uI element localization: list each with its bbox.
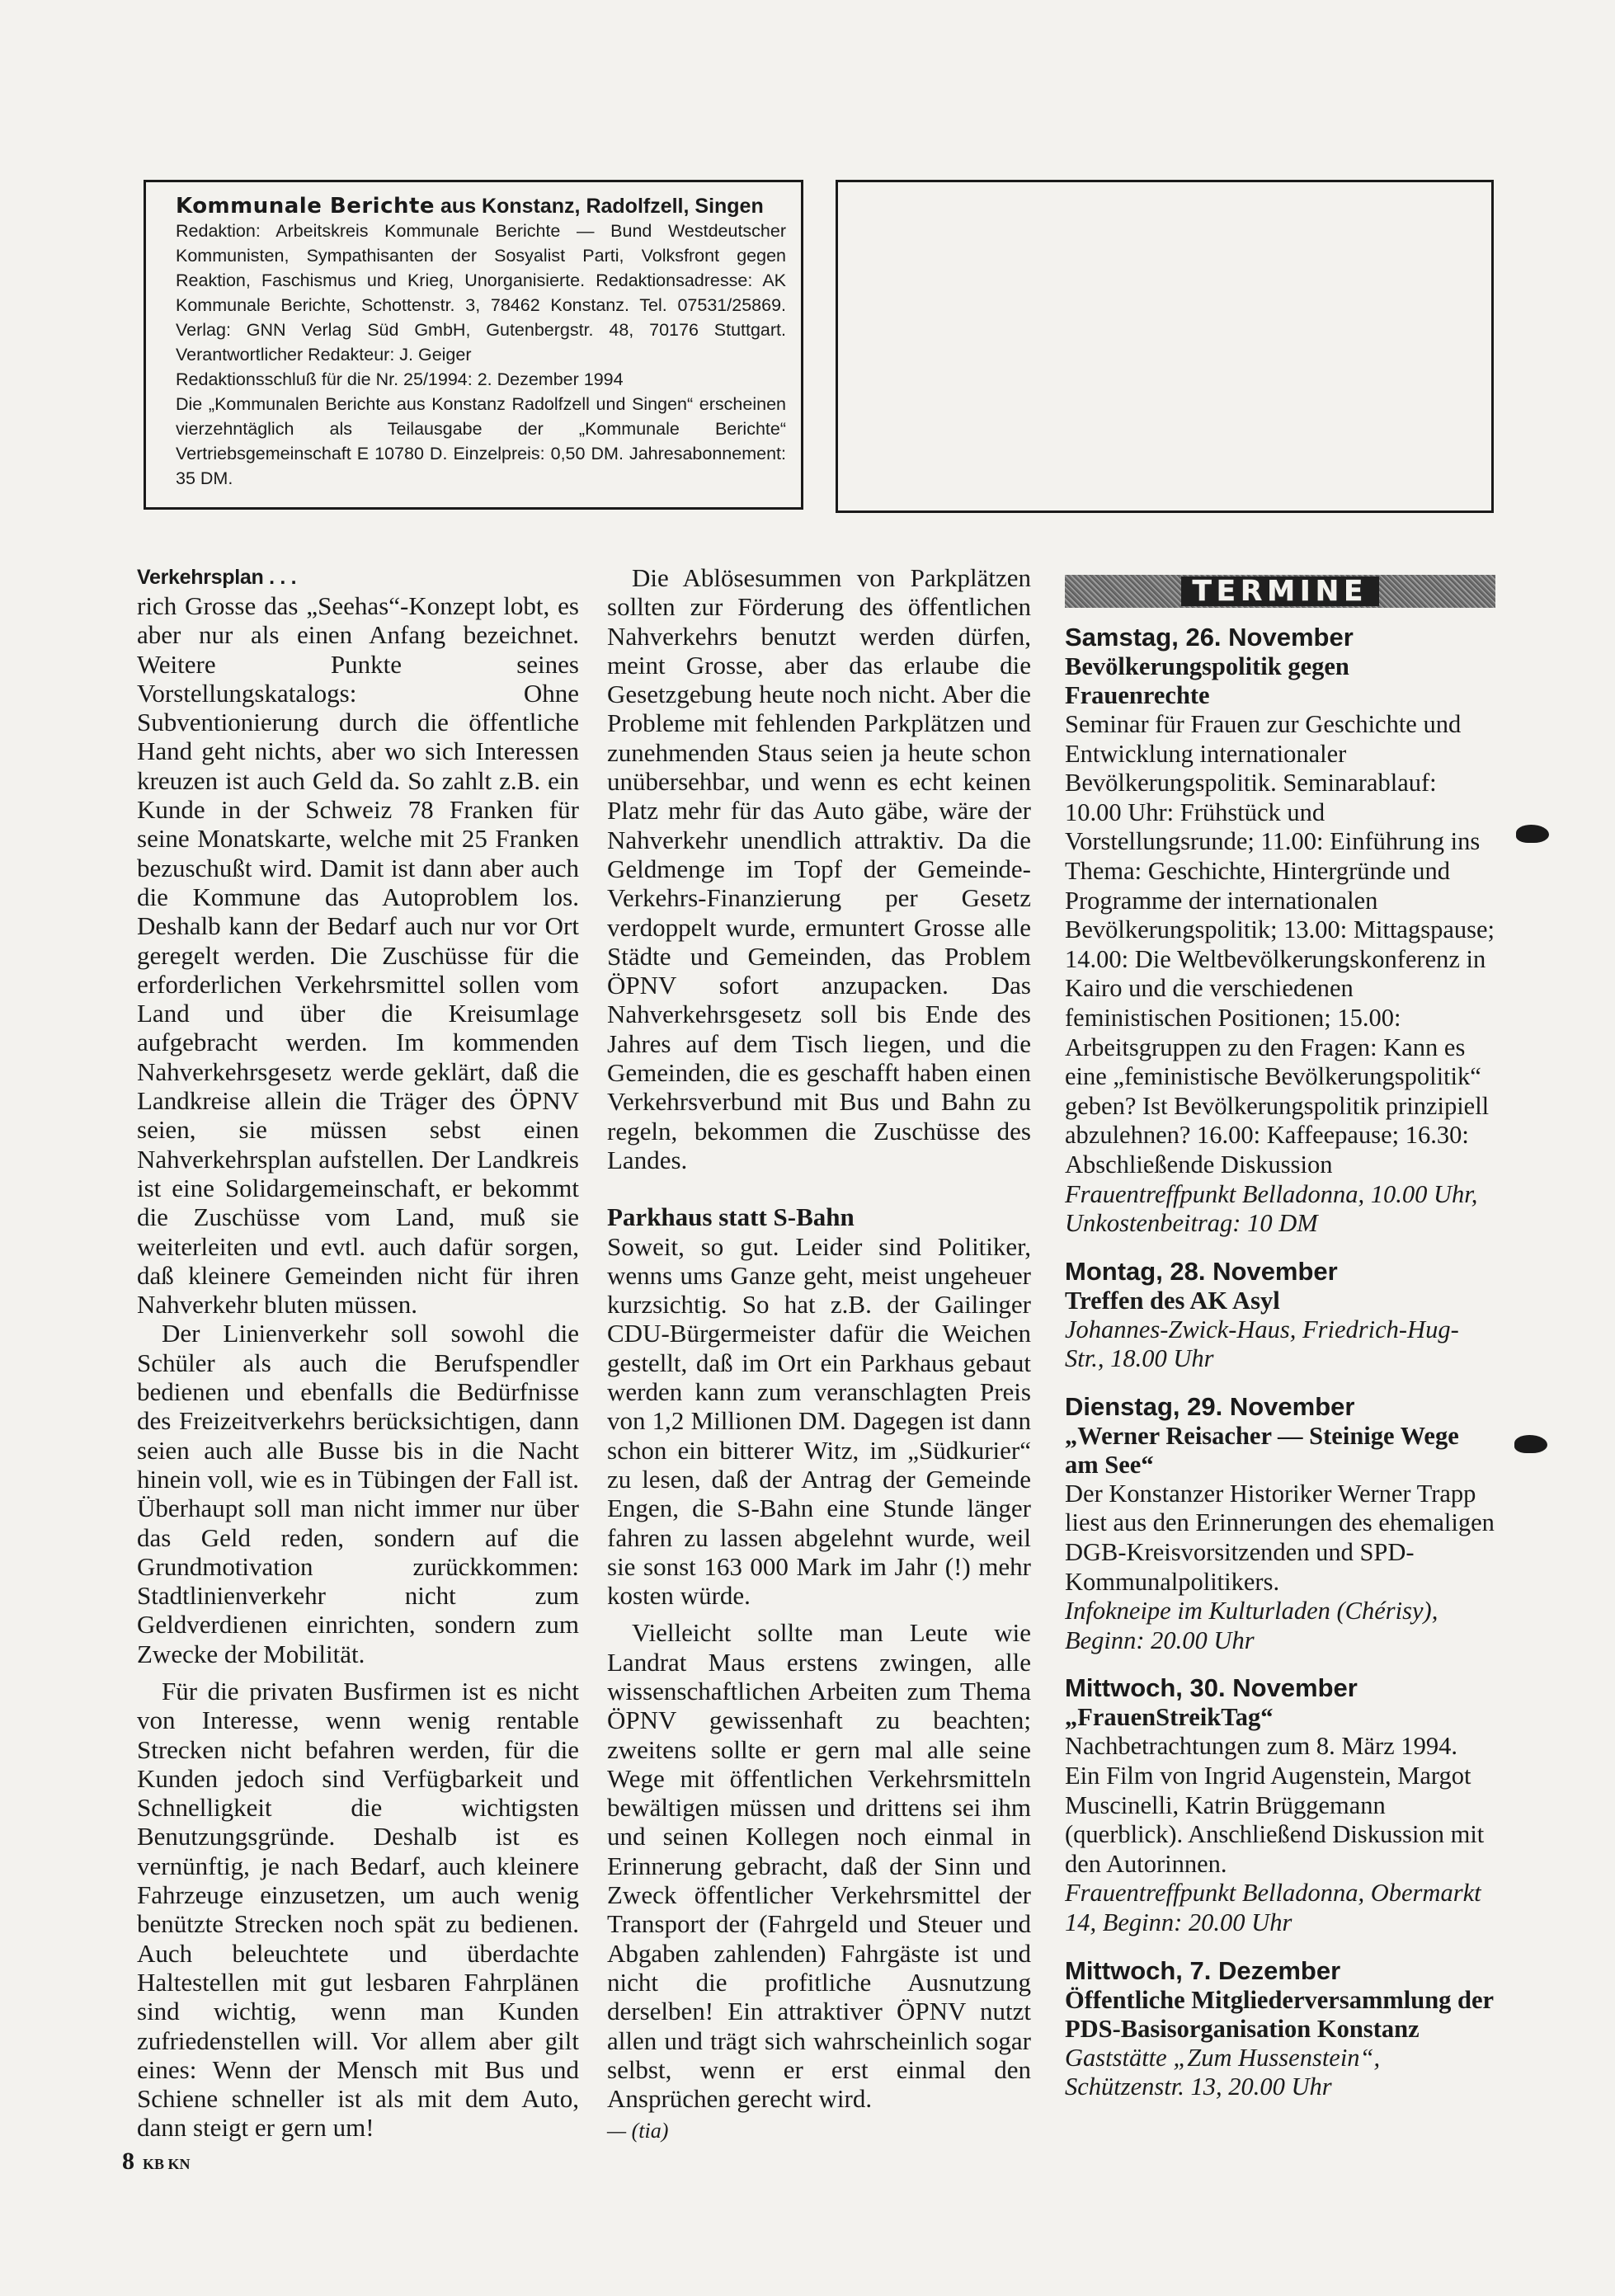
- event-item: [1065, 1956, 1497, 2102]
- termine-banner-label: TERMINE: [1181, 576, 1380, 606]
- event-title: Bevölkerungspolitik gegen Frauenrechte: [1065, 652, 1349, 709]
- edition-mark: KB KN: [143, 2156, 191, 2172]
- article-paragraph: Soweit, so gut. Leider sind Politiker, wenns ums Ganze geht, meist ungeheuer kurzsichtig. So hat z.B. der Gailinger CDU-Bürgermeister dafür die Weichen gestellt, daß im Ort ein Parkhaus gebaut werden kann zum veranschlagten Preis von 1,2 Millionen DM. Dagegen ist dann schon ein bitterer Witz, im „Südkurier“ zu lesen, daß der Antrag der Gemeinde Engen, die S-Bahn eine Stunde länger fahren zu lassen abgelehnt wurde, weil sie sonst 163 000 Mark im Jahr (!) mehr kosten würde.: [607, 1231, 1031, 1611]
- event-date: Mittwoch, 30. November: [1065, 1673, 1358, 1703]
- event-item: [1065, 1257, 1497, 1374]
- termine-column: [1065, 623, 1497, 2102]
- event-item: [1065, 1673, 1497, 1937]
- article-paragraph: Die Ablösesummen von Parkplätzen sollten zur Förderung des öffentlichen Nahverkehrs benutzt werden dürfen, meint Grosse, aber das erlaube die Gesetzgebung heute noch nicht. Aber die Probleme mit fehlenden Parkplätzen und zunehmenden Staus seien ja heute schon unübersehbar, und wenn es echt keinen Platz mehr für das Auto gäbe, wäre der Nahverkehr unendlich attraktiv. Da die Geldmenge im Topf der Gemeinde-Verkehrs-Finanzierung per Gesetz verdoppelt wurde, ermuntert Grosse alle Städte und Gemeinden, das Problem ÖPNV sofort anzupacken. Das Nahverkehrsgesetz soll bis Ende des Jahres auf dem Tisch liegen, und die Gemeinden, die es geschafft haben einen Verkehrsverbund mit Bus und Bahn zu regeln, bekommen die Zuschüsse des Landes.: [607, 563, 1031, 1174]
- impressum-heading: [176, 194, 786, 219]
- article-paragraph: Für die privaten Busfirmen ist es nicht von Interesse, wenn wenig rentable Strecken nicht befahren werden, für die Kunden jedoch sind Verfügbarkeit und Schnelligkeit die wichtigsten Benutzungsgründe. Deshalb ist es vernünftig, je nach Bedarf, auch kleinere Fahrzeuge einzusetzen, um auch wenig benützte Strecken noch spät zu bedienen. Auch beleuchtete und überdachte Haltestellen mit gut lesbaren Fahrplänen sind wichtig, wenn man Kunden zufriedenstellen will. Vor allem aber gilt eines: Wenn der Mensch mit Bus und Schiene schneller ist als mit dem Auto, dann steigt er gern um!: [137, 1676, 579, 2143]
- impressum-heading-rest: aus Konstanz, Radolfzell, Singen: [435, 195, 764, 218]
- event-date: Dienstag, 29. November: [1065, 1391, 1355, 1421]
- event-location: Johannes-Zwick-Haus, Friedrich-Hug-Str., 18.00 Uhr: [1065, 1315, 1459, 1373]
- impressum-bezug: Die „Kommunalen Berichte aus Konstanz Radolfzell und Singen“ erscheinen vierzehntäglich als Teilausgabe der „Kommunale Berichte“ Vertriebsgemeinschaft E 10780 D. Einzelpreis: 0,50 DM. Jahresabonnement: 35 DM.: [176, 394, 786, 488]
- event-description: Seminar für Frauen zur Geschichte und Entwicklung internationaler Bevölkerungspolitik. Seminarablauf: 10.00 Uhr: Frühstück und Vorstellungsrunde; 11.00: Einführung ins Thema: Geschichte, Hintergründe und Programme der internationalen Bevölkerungspolitik; 13.00: Mittagspause; 14.00: Die Weltbevölkerungskonferenz in Kairo und die verschiedenen feministischen Positionen; 15.00: Arbeitsgruppen zu den Fragen: Kann es eine „feministische Bevölkerungspolitik“ geben? Ist Bevölkerungspolitik prinzipiell abzulehnen? 16.00: Kaffeepause; 16.30: Abschließende Diskussion: [1065, 710, 1495, 1179]
- impressum-redaktion: Redaktion: Arbeitskreis Kommunale Berichte — Bund Westdeutscher Kommunisten, Sympathisanten der Sosyalist Parti, Volksfront gegen Reaktion, Faschismus und Krieg, Unorganisierte. Redaktionsadresse: AK Kommunale Berichte, Schottenstr. 3, 78462 Konstanz. Tel. 07531/25869. Verlag: GNN Verlag Süd GmbH, Gutenbergstr. 48, 70176 Stuttgart. Verantwortlicher Redakteur: J. Geiger: [176, 221, 786, 365]
- impressum-redaktionsschluss: Redaktionsschluß für die Nr. 25/1994: 2. Dezember 1994: [176, 369, 624, 389]
- event-item: [1065, 1392, 1497, 1656]
- punch-hole-mark: [1514, 1435, 1547, 1453]
- event-location: Gaststätte „Zum Hussenstein“, Schützenstr. 13, 20.00 Uhr: [1065, 2043, 1381, 2101]
- event-location: Infokneipe im Kulturladen (Chérisy), Beginn: 20.00 Uhr: [1065, 1597, 1438, 1654]
- event-date: Montag, 28. November: [1065, 1256, 1338, 1286]
- event-location: Frauentreffpunkt Belladonna, 10.00 Uhr, Unkostenbeitrag: 10 DM: [1065, 1179, 1478, 1238]
- article-signature: — (tia): [607, 2119, 669, 2143]
- article-subheading: Parkhaus statt S-Bahn: [607, 1202, 855, 1232]
- event-title: Treffen des AK Asyl: [1065, 1286, 1280, 1315]
- article-paragraph: Vielleicht sollte man Leute wie Landrat Maus erstens zwingen, alle wissenschaftlichen Arbeiten zum Thema ÖPNV gewissenhaft zu beachten; zweitens sollte er gern mal alle seine Wege mit öffentlichen Verkehrsmitteln bewältigen müssen und drittens sei ihm und seinen Kollegen noch einmal in Erinnerung gebracht, daß der Sinn und Zweck öffentlicher Verkehrsmittel der Transport der (Fahrgeld und Steuer und Abgaben zahlenden) Fahrgäste ist und nicht die profitliche Ausnutzung derselben! Ein attraktiver ÖPNV nutzt allen und trägt sich wahrscheinlich sogar selbst, wenn er erst einmal den Ansprüchen gerecht wird.: [607, 1618, 1031, 2114]
- punch-hole-mark: [1516, 825, 1549, 843]
- termine-banner: [1065, 575, 1495, 608]
- event-title: „Werner Reisacher — Steinige Wege am See“: [1065, 1421, 1459, 1479]
- event-title: „FrauenStreikTag“: [1065, 1703, 1274, 1732]
- article-column-1: [137, 563, 579, 2143]
- page-footer: [122, 2148, 191, 2176]
- event-description: Nachbetrachtungen zum 8. März 1994. Ein Film von Ingrid Augenstein, Margot Muscinelli, Katrin Brüggemann (querblick). Anschließend Diskussion mit den Autorinnen.: [1065, 1732, 1485, 1878]
- event-date: Samstag, 26. November: [1065, 623, 1354, 652]
- article-paragraph: rich Grosse das „Seehas“-Konzept lobt, es aber nur als einen Anfang bezeichnet. Weitere Punkte seines Vorstellungskatalogs: Ohne Subventionierung durch die öffentliche Hand geht nichts, aber wo sich Interessen kreuzen ist auch Geld da. So zahlt z.B. ein Kunde in der Schweiz 78 Franken für seine Monatskarte, welche mit 25 Franken bezuschußt wird. Damit ist dann aber auch die Kommune das Autoproblem los. Deshalb kann der Bedarf auch nur vor Ort geregelt werden. Die Zuschüsse für die erforderlichen Verkehrsmittel sollen vom Land und über die Kreisumlage aufgebracht werden. Im kommenden Nahverkehrsgesetz werde geklärt, daß die Landkreise allein die Träger des ÖPNV seien, sie müssen sebst einen Nahverkehrsplan aufstellen. Der Landkreis ist eine Solidargemeinschaft, er bekommt die Zuschüsse vom Land, muß sie weiterleiten und evtl. auch dafür sorgen, daß kleinere Gemeinden nicht für ihren Nahverkehr bluten müssen.: [137, 591, 579, 1320]
- event-title: Öffentliche Mitgliederversammlung der PDS-Basisorganisation Konstanz: [1065, 1985, 1494, 2043]
- article-paragraph: Der Linienverkehr soll sowohl die Schüler als auch die Berufspendler bedienen und ebenfalls die Bedürfnisse des Freizeitverkehrs berücksichtigen, dann seien auch alle Busse bis in die Nacht hinein voll, wie es in Tübingen der Fall ist. Überhaupt soll man nicht immer nur über das Geld reden, sondern auf die Grundmotivation zurückkommen: Stadtlinienverkehr nicht zum Geldverdienen einrichten, sondern zum Zwecke der Mobilität.: [137, 1319, 579, 1668]
- impressum-box: [144, 180, 803, 510]
- article-continuation-head: Verkehrsplan . . .: [137, 566, 297, 589]
- event-description: Der Konstanzer Historiker Werner Trapp liest aus den Erinnerungen des ehemaligen DGB-Kreisvorsitzenden und SPD-Kommunalpolitikers.: [1065, 1479, 1495, 1596]
- impressum-brand: Kommunale Berichte: [176, 194, 436, 219]
- article-column-2: [607, 563, 1031, 2146]
- event-date: Mittwoch, 7. Dezember: [1065, 1955, 1341, 1985]
- event-location: Frauentreffpunkt Belladonna, Obermarkt 14, Beginn: 20.00 Uhr: [1065, 1879, 1481, 1936]
- event-item: [1065, 623, 1497, 1239]
- page-number: 8: [122, 2148, 134, 2175]
- empty-frame: [836, 180, 1494, 513]
